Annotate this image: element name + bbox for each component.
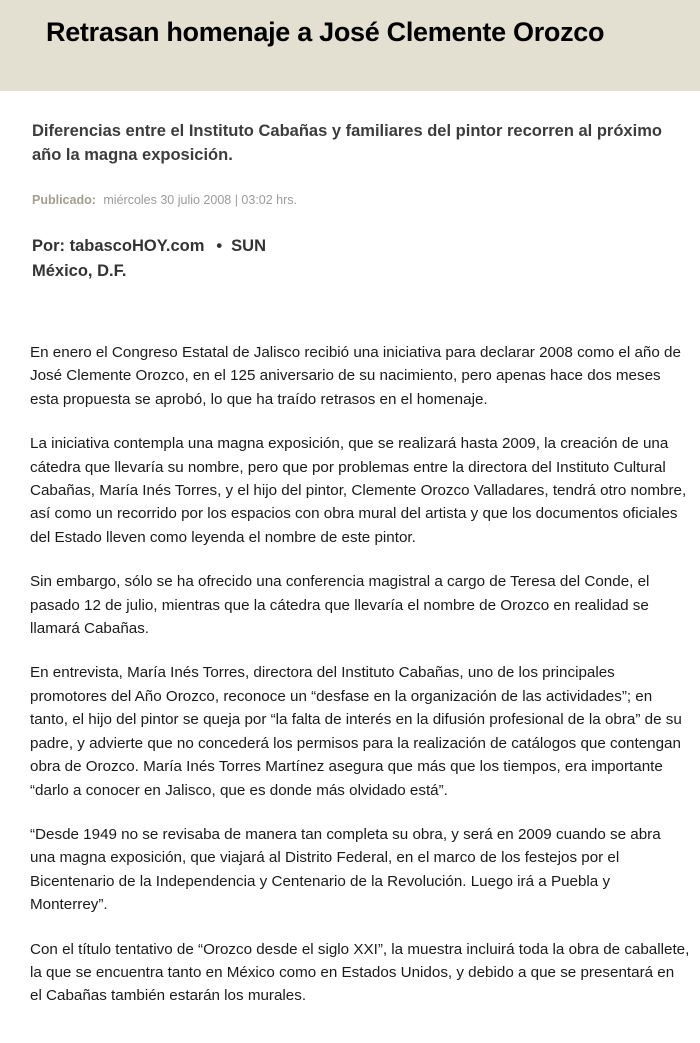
- article-body: [30, 341, 690, 1029]
- body-paragraph: Con el título tentativo de “Orozco desde el siglo XXI”, la muestra incluirá toda la obra de caballete, la que se encuentra tanto en México como en Estados Unidos, y debido a que se presentará en el Cabañas también estarán los murales.: [30, 940, 690, 1005]
- publication-info: [32, 193, 297, 207]
- article-subtitle: Diferencias entre el Instituto Cabañas y familiares del pintor recorren al próximo año la magna exposición.: [32, 122, 662, 164]
- byline-source: [32, 234, 266, 259]
- published-date: miércoles 30 julio 2008 | 03:02 hrs.: [103, 193, 298, 207]
- byline-author: Por: tabascoHOY.com: [32, 237, 205, 255]
- body-paragraph: “Desde 1949 no se revisaba de manera tan completa su obra, y será en 2009 cuando se abra una magna exposición, que viajará al Distrito Federal, en el marco de los festejos por el Bicentenario de la Independencia y Centenario de la Revolución. Luego irá a Puebla y Monterrey”.: [30, 825, 661, 914]
- body-paragraph: Sin embargo, sólo se ha ofrecido una conferencia magistral a cargo de Teresa del Conde, el pasado 12 de julio, mientras que la cátedra que llevaría el nombre de Orozco en realidad se llamará Cabañas.: [30, 573, 650, 638]
- article-title: Retrasan homenaje a José Clemente Orozco: [46, 17, 605, 47]
- body-paragraph: La iniciativa contempla una magna exposición, que se realizará hasta 2009, la creación de una cátedra que llevaría su nombre, pero que por problemas entre la directora del Instituto Cultural Cabañas, María Inés Torres, y el hijo del pintor, Clemente Orozco Valladares, tendrá otro nombre, así como un recorrido por los espacios con obra mural del artista y que los documentos oficiales del Estado lleven como leyenda el nombre de este pintor.: [30, 435, 687, 546]
- byline: [32, 234, 266, 284]
- body-paragraph: En entrevista, María Inés Torres, directora del Instituto Cabañas, uno de los principales promotores del Año Orozco, reconoce un “desfase en la organización de las actividades”; en tanto, el hijo del pintor se queja por “la falta de interés en la difusión profesional de la obra” de su padre, y advierte que no concederá los permisos para la realización de catálogos que contengan obra de Orozco. María Inés Torres Martínez asegura que más que los tiempos, era importante “darlo a conocer en Jalisco, que es donde más olvidado está”.: [30, 664, 682, 799]
- byline-place: México, D.F.: [32, 262, 127, 280]
- body-paragraph: En enero el Congreso Estatal de Jalisco recibió una iniciativa para declarar 2008 como el año de José Clemente Orozco, en el 125 aniversario de su nacimiento, pero apenas hace dos meses esta propuesta se aprobó, lo que ha traído retrasos en el homenaje.: [30, 344, 681, 408]
- byline-separator: •: [216, 237, 223, 255]
- byline-agency: SUN: [231, 237, 267, 255]
- published-label: Publicado:: [32, 193, 96, 207]
- title-banner: [0, 0, 700, 91]
